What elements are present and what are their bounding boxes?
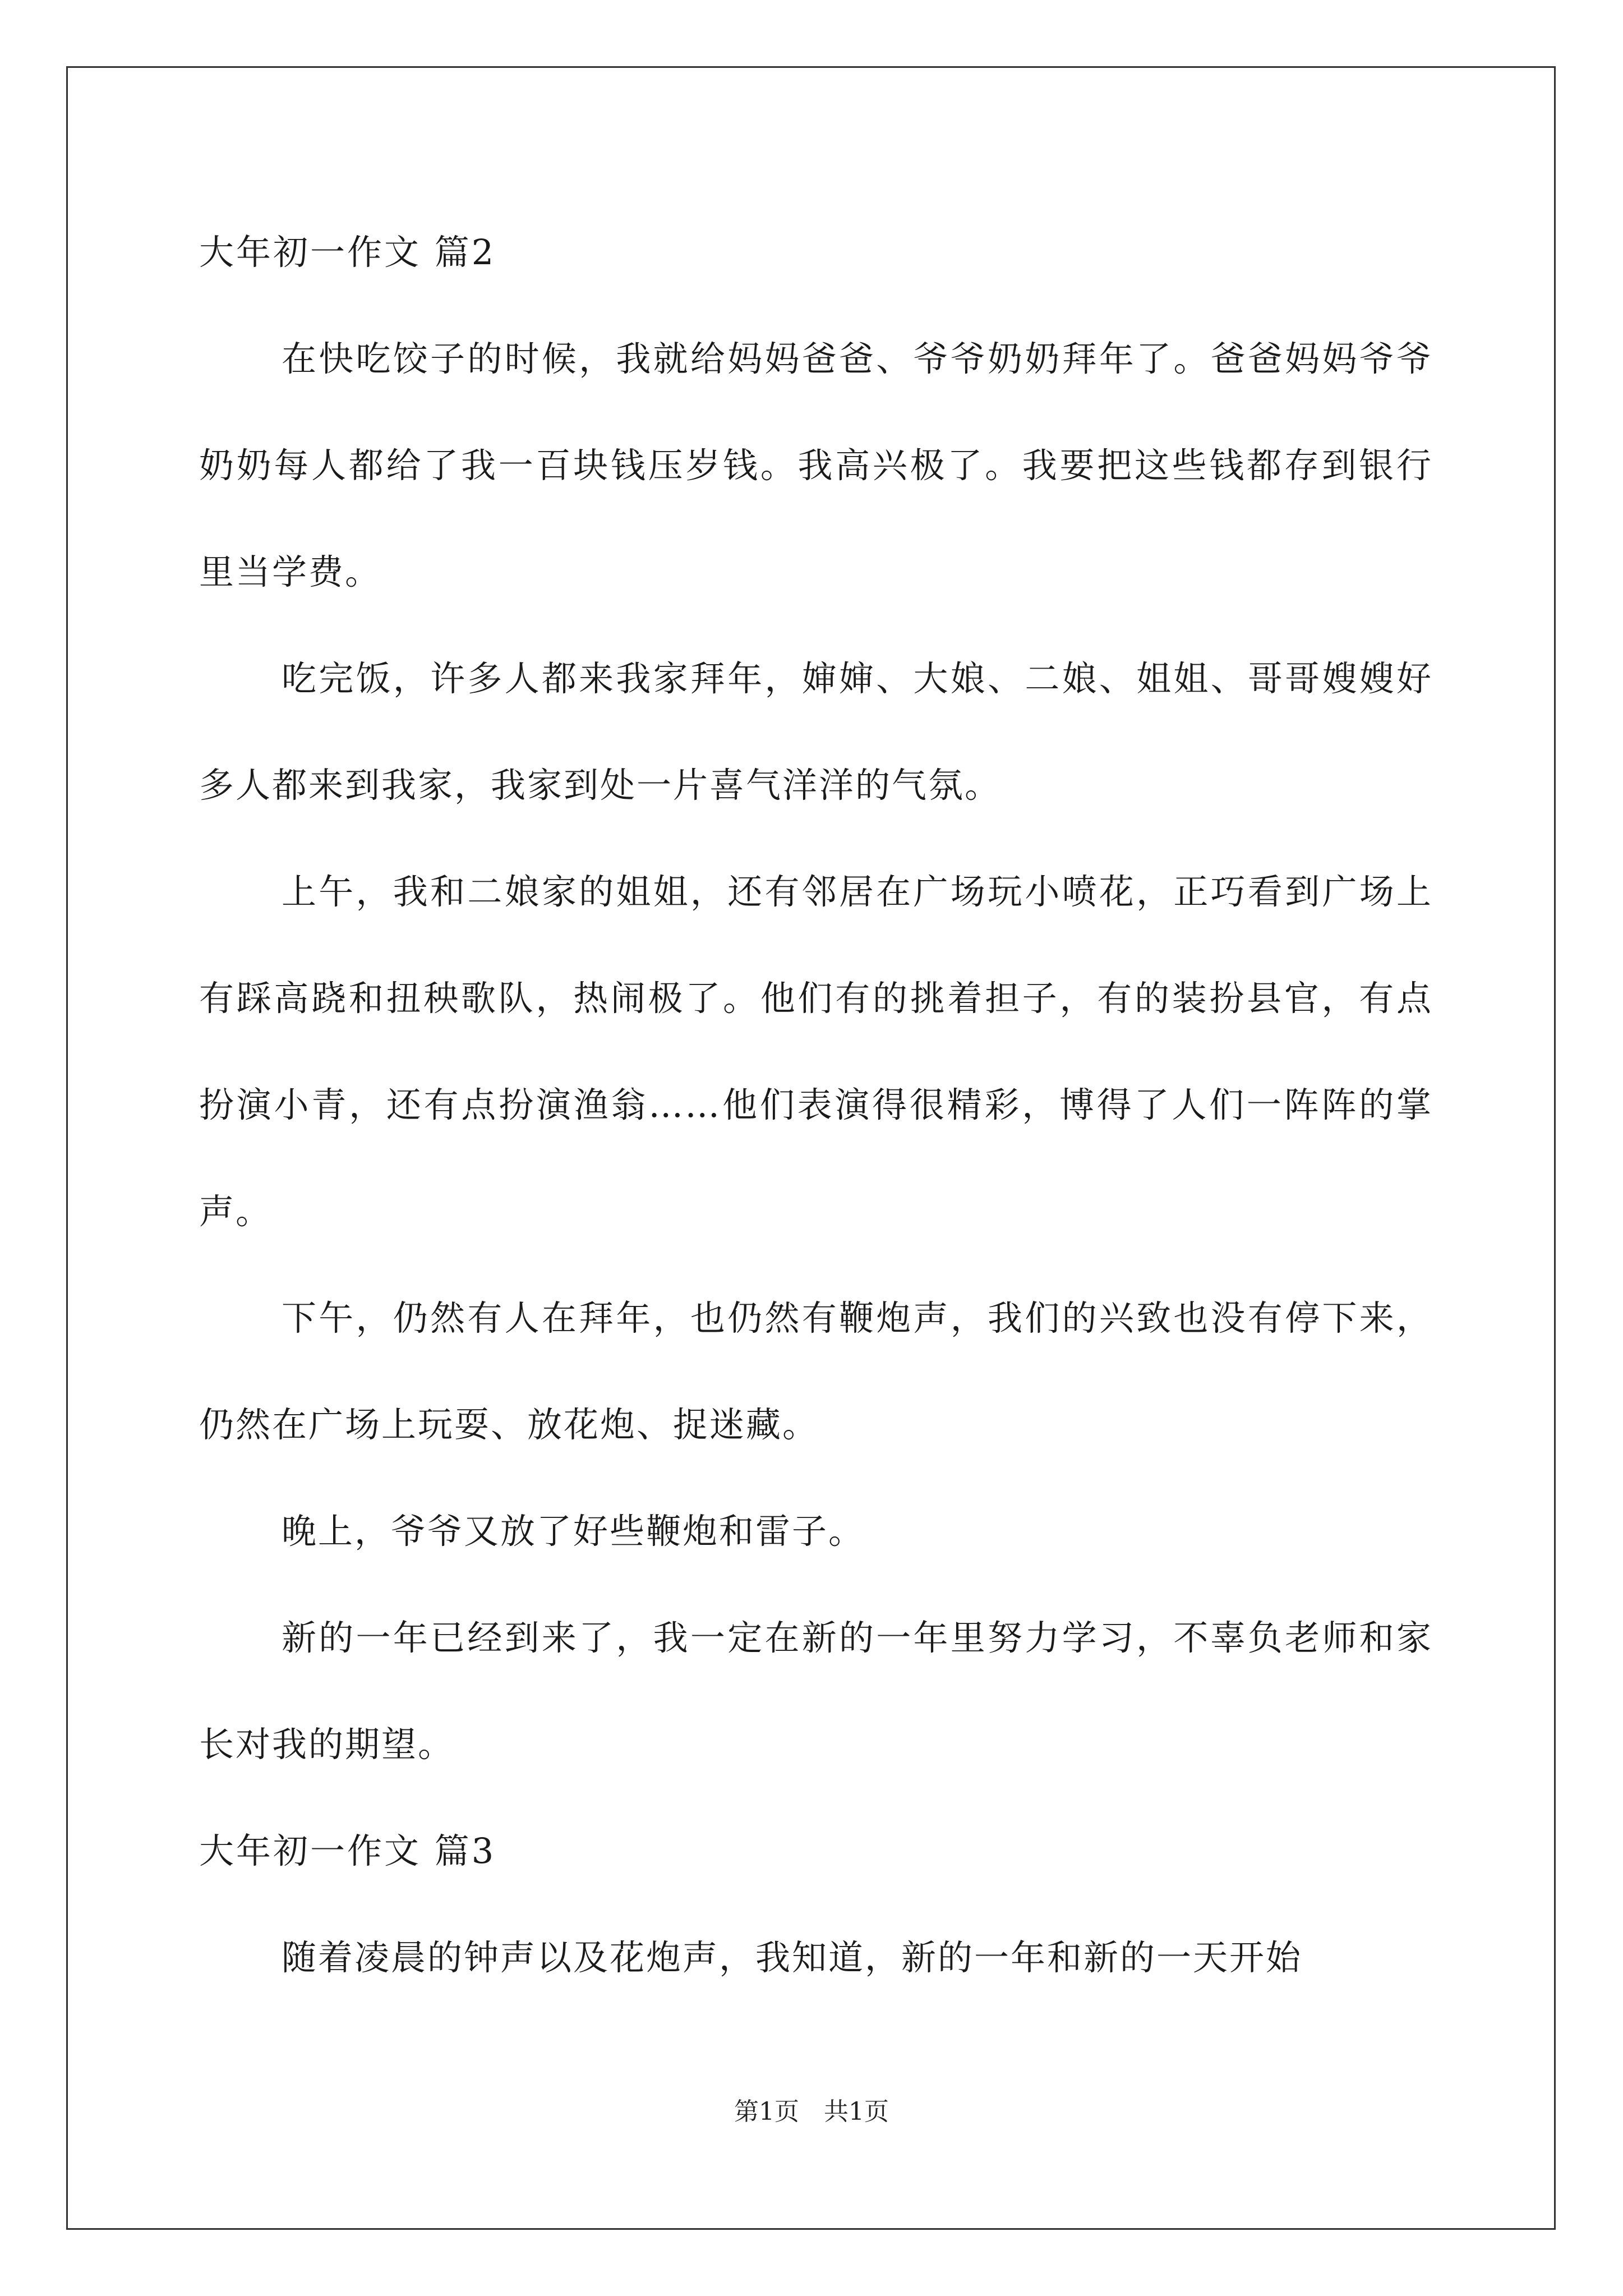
- paragraph: 随着凌晨的钟声以及花炮声，我知道，新的一年和新的一天开始: [282, 1937, 1303, 1978]
- paragraph: 新的一年已经到来了，我一定在新的一年里努力学习，不辜负老师和家长对我的期望。: [199, 1617, 1433, 1765]
- section-heading: 大年初一作文 篇3: [199, 1830, 496, 1871]
- document-body: [199, 199, 1433, 2011]
- page-footer: 第1页 共1页: [734, 2097, 889, 2126]
- paragraph: 在快吃饺子的时候，我就给妈妈爸爸、爷爷奶奶拜年了。爸爸妈妈爷爷奶奶每人都给了我一百块钱压岁钱。我高兴极了。我要把这些钱都存到银行里当学费。: [199, 338, 1433, 592]
- paragraph: 上午，我和二娘家的姐姐，还有邻居在广场玩小喷花，正巧看到广场上有踩高跷和扭秧歌队，热闹极了。他们有的挑着担子，有的装扮县官，有点扮演小青，还有点扮演渔翁……他们表演得很精彩，博得了人们一阵阵的掌声。: [199, 871, 1433, 1232]
- paragraph: 下午，仍然有人在拜年，也仍然有鞭炮声，我们的兴致也没有停下来，仍然在广场上玩耍、放花炮、捉迷藏。: [199, 1297, 1433, 1445]
- section-heading: 大年初一作文 篇2: [199, 232, 496, 273]
- paragraph: 晚上，爷爷又放了好些鞭炮和雷子。: [282, 1511, 865, 1552]
- paragraph: 吃完饭，许多人都来我家拜年，婶婶、大娘、二娘、姐姐、哥哥嫂嫂好多人都来到我家，我家到处一片喜气洋洋的气氛。: [199, 658, 1433, 806]
